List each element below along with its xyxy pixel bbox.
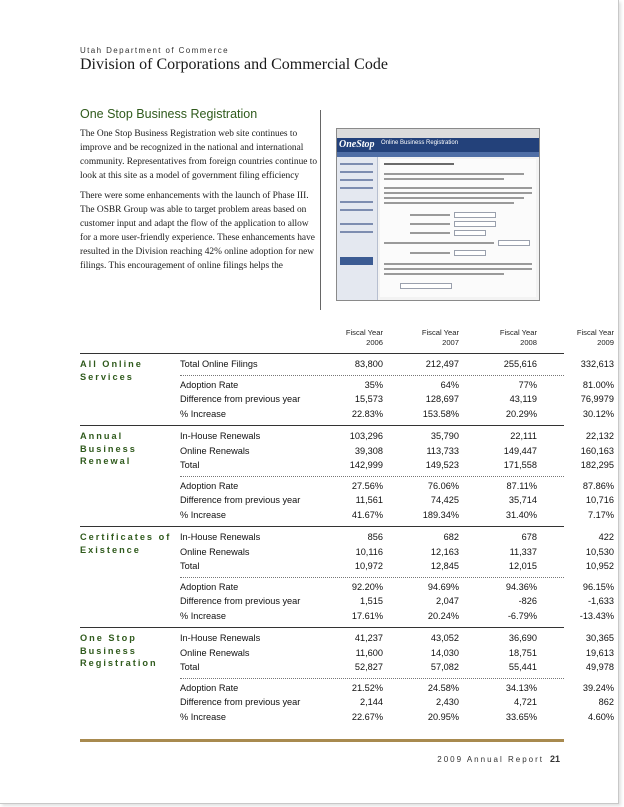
phase-text: There were some enhancements with the launch of Phase III. [80,191,309,201]
content-line [384,202,514,204]
cell-value: 103,296 [349,431,383,441]
cell-value: 24.58% [427,682,459,693]
column-divider [320,110,321,310]
cell-value: 14,030 [430,647,459,658]
sidebar-button [340,257,373,265]
paragraph: The One Stop Business Registration web site continues to improve and be recognized in the national and international community. Representatives from foreign countries continue to look at this site as a model of government filing efficiency [80,129,318,181]
cell-value: 10,530 [585,546,614,557]
cell-value: 55,441 [508,662,537,672]
cell-value: 39,308 [354,445,383,456]
page-footer [437,754,560,764]
section-title: One Stop Business Registration [80,107,258,121]
cell-value: 11,600 [355,647,383,658]
row-label: Total [180,460,200,470]
cell-value: 113,733 [426,445,459,456]
table-row [180,681,614,696]
row-label: % Increase [180,711,226,722]
onestop-logo: OneStop [339,139,375,150]
column-header [311,328,383,348]
cell-value: 43,052 [430,633,459,643]
sidebar-link [340,171,373,173]
cell-value: 18,751 [508,647,537,658]
cell-value: 2,430 [436,697,459,707]
cell-value: 19,613 [585,647,614,658]
cell-value: 149,523 [425,460,459,470]
cell-value: 22.67% [351,711,383,722]
cell-value: 128,697 [425,394,459,404]
section-label: All Online Services [80,359,143,382]
group-divider [180,678,564,679]
cell-value: 77% [518,379,537,390]
cell-value: 57,082 [430,662,459,672]
cell-value: 76.06% [427,480,459,491]
cell-value: 94.36% [505,581,537,592]
cell-value: 862 [598,697,614,707]
row-label: % Increase [180,610,226,621]
sidebar-link [340,201,373,203]
column-header-label: Fiscal Year [421,328,459,337]
row-label: Adoption Rate [180,480,239,491]
site-content [380,159,536,297]
group-divider [180,476,564,477]
cell-value: 22,111 [510,431,537,441]
cell-value: 35,714 [508,495,537,505]
cell-value: 12,163 [430,546,459,557]
cell-value: 35% [364,379,383,390]
cell-value: 30,365 [585,633,614,643]
table-row [180,609,614,624]
row-label: Difference from previous year [180,495,301,505]
form-field [498,240,530,246]
section-label: Certificates of Existence [80,532,172,555]
cell-value: 74,425 [430,495,459,505]
cell-value: 96.15% [582,581,614,592]
cell-value: 41,237 [354,633,383,643]
table-row [180,479,614,494]
section-rule [80,353,564,354]
form-field [400,283,452,289]
cell-value: 1,515 [360,596,383,606]
table-row [180,545,614,560]
table-row [180,559,614,574]
cell-value: 7.17% [587,509,614,520]
cell-value: 87.86% [582,480,614,491]
cell-value: 142,999 [349,460,383,470]
cell-value: 52,827 [354,662,383,672]
cell-value: 2,144 [360,697,383,707]
table-row [180,530,614,545]
table-row [180,646,614,661]
row-label: Total Online Filings [180,359,258,369]
browser-toolbar [337,129,539,138]
column-header-year: 2009 [597,338,614,347]
table-row [180,458,614,473]
form-field [454,230,486,236]
report-name: 2009 Annual Report [437,755,544,764]
column-header [542,328,614,348]
table-row [180,444,614,459]
content-line [410,214,450,216]
content-heading [384,163,454,165]
cell-value: 20.29% [505,408,537,419]
cell-value: 15,573 [354,394,383,404]
cell-value: -826 [518,596,537,606]
row-label: Adoption Rate [180,379,239,390]
website-screenshot [336,128,540,301]
row-label: In-House Renewals [180,431,261,441]
column-header [387,328,459,348]
table-row [180,508,614,523]
osbr-text: The OSBR Group was able to target problem areas based on customer input and adapt the flow of the application to allow for a more user-friendly experience. These enhancements have resulted in the Division reaching 42% online adoption for new filings. This encouragement of online filings helps the [80,205,315,271]
sidebar-link [340,231,373,233]
cell-value: 49,978 [585,662,614,672]
content-line [410,232,450,234]
row-label: Online Renewals [180,546,250,557]
table-row [180,493,614,508]
bottom-rule [80,739,564,742]
column-header-year: 2007 [442,338,459,347]
content-line [384,197,524,199]
cell-value: 22.83% [351,408,383,419]
sidebar-link [340,187,373,189]
cell-value: 21.52% [351,682,383,693]
table-row [180,429,614,444]
content-line [384,242,494,244]
cell-value: 4,721 [514,697,537,707]
cell-value: 30.12% [582,408,614,419]
cell-value: 182,295 [580,460,614,470]
content-line [384,192,532,194]
cell-value: 94.69% [427,581,459,592]
form-field [454,250,486,256]
cell-value: 36,690 [508,633,537,643]
cell-value: 76,9979 [580,394,614,404]
table-row [180,594,614,609]
row-label: Difference from previous year [180,394,301,404]
content-line [384,263,532,265]
cell-value: 39.24% [582,682,614,693]
content-line [410,223,450,225]
section-label: Annual Business Renewal [80,431,137,466]
cell-value: 81.00% [582,379,614,390]
cell-value: 153.58% [422,408,459,419]
cell-value: 11,561 [355,495,383,505]
row-label: In-House Renewals [180,532,261,542]
section-rule [80,627,564,628]
form-field [454,221,496,227]
column-header-label: Fiscal Year [345,328,383,337]
cell-value: 83,800 [354,359,383,369]
cell-value: 10,972 [354,561,383,571]
sidebar-link [340,223,373,225]
cell-value: 2,047 [436,596,459,606]
content-line [384,268,532,270]
cell-value: 17.61% [351,610,383,621]
group-divider [180,577,564,578]
column-header-year: 2006 [366,338,383,347]
cell-value: 92.20% [351,581,383,592]
paragraph [80,189,318,273]
cell-value: 12,015 [508,561,537,571]
cell-value: 43,119 [509,394,537,404]
section-label: One Stop Business Registration [80,633,158,668]
row-label: Total [180,561,200,571]
cell-value: 332,613 [580,359,614,369]
cell-value: 20.24% [427,610,459,621]
cell-value: 20.95% [427,711,459,722]
cell-value: 31.40% [505,509,537,520]
row-label: Online Renewals [180,445,250,456]
content-line [410,252,450,254]
page-number: 21 [549,754,560,764]
cell-value: 22,132 [585,431,614,441]
cell-value: 12,845 [430,561,459,571]
row-label: % Increase [180,509,226,520]
row-label: Difference from previous year [180,596,301,606]
section-body [80,127,318,279]
table-header [80,328,614,350]
cell-value: 149,447 [503,445,537,456]
content-line [384,178,504,180]
row-label: In-House Renewals [180,633,261,643]
table-row [180,580,614,595]
row-label: Difference from previous year [180,697,301,707]
content-line [384,173,524,175]
cell-value: 64% [440,379,459,390]
column-header-label: Fiscal Year [576,328,614,337]
cell-value: 678 [521,532,537,542]
cell-value: -6.79% [507,610,537,621]
table-row [180,378,614,393]
row-label: % Increase [180,408,226,419]
table-row [180,357,614,372]
cell-value: 11,337 [509,546,537,557]
cell-value: 212,497 [425,359,459,369]
sidebar-link [340,209,373,211]
division-title: Division of Corporations and Commercial Code [80,56,388,73]
department-name: Utah Department of Commerce [80,46,229,55]
table-row [180,710,614,725]
table-row [180,407,614,422]
sidebar-link [340,179,373,181]
section-rule [80,526,564,527]
cell-value: 33.65% [505,711,537,722]
row-label: Total [180,662,200,672]
cell-value: 10,952 [585,561,614,571]
cell-value: -13.43% [579,610,614,621]
column-header [465,328,537,348]
cell-value: 856 [367,532,383,542]
table-row [180,392,614,407]
row-label: Online Renewals [180,647,250,658]
table-row [180,631,614,646]
cell-value: 35,790 [430,431,459,441]
section-rule [80,425,564,426]
cell-value: 41.67% [351,509,383,520]
cell-value: 255,616 [503,359,537,369]
content-line [384,273,504,275]
cell-value: 27.56% [351,480,383,491]
cell-value: 171,558 [503,460,537,470]
cell-value: 10,716 [585,495,614,505]
cell-value: 87.11% [506,480,537,491]
table-row [180,660,614,675]
cell-value: 682 [443,532,459,542]
form-field [454,212,496,218]
column-header-year: 2008 [520,338,537,347]
cell-value: 422 [598,532,614,542]
content-line [384,187,532,189]
row-label: Adoption Rate [180,682,239,693]
cell-value: 189.34% [422,509,459,520]
table-row [180,695,614,710]
cell-value: 34.13% [505,682,537,693]
column-header-label: Fiscal Year [499,328,537,337]
cell-value: -1,633 [587,596,614,606]
cell-value: 10,116 [355,546,383,557]
cell-value: 4.60% [587,711,614,722]
group-divider [180,375,564,376]
site-banner-title: Online Business Registration [381,140,459,146]
cell-value: 160,163 [580,445,614,456]
sidebar-link [340,163,373,165]
row-label: Adoption Rate [180,581,239,592]
site-sidebar [337,157,378,300]
